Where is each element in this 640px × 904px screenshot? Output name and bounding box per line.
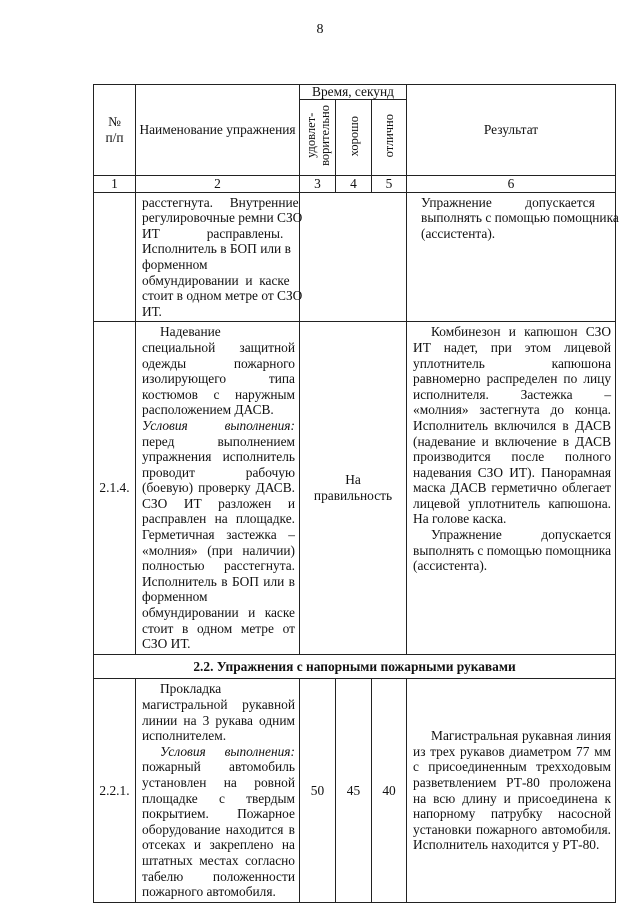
row-221-name xyxy=(136,679,300,902)
section-row xyxy=(94,654,616,679)
cont-name-line: расстегнута. Внутренние xyxy=(142,194,299,210)
row-221-num: 2.2.1. xyxy=(94,679,136,902)
header-result-label: Результат xyxy=(483,122,539,138)
row-214-name xyxy=(136,322,300,654)
row-214-cond-text: перед выполнением упражнения исполнитель проводит рабочую (боевую) проверку ДАСВ. СЗО ИТ разложен и расправлен на площадке. Герметичная застежка – «молния» (при наличии) полностью расстегнута. Исполнитель в БОП или в форменном обмундировании и каске стоит в одном метре от СЗО ИТ. xyxy=(142,433,295,652)
cont-name-line: стоит в одном метре от СЗО xyxy=(142,288,303,304)
row-221-satisfactory: 50 xyxy=(300,679,336,902)
col-number-3: 3 xyxy=(300,176,336,193)
table-row-2-2-1 xyxy=(94,679,616,902)
cont-result-line: Упражнение допускается xyxy=(421,194,595,210)
row-214-cond-label: Условия выполнения: xyxy=(142,417,295,433)
header-name-label: Наименование упражнения xyxy=(139,122,296,138)
header-result xyxy=(407,85,616,176)
col-number-1: 1 xyxy=(94,176,136,193)
cont-name-line: регулировочные ремни СЗО xyxy=(142,210,303,226)
cont-name-line: обмундировании и каске xyxy=(142,272,290,288)
row-214-name-conditions xyxy=(142,418,295,652)
section-title: 2.2. Упражнения с напорными пожарными рукавами xyxy=(94,654,616,679)
cont-result-line: (ассистента). xyxy=(421,225,496,241)
row-221-name-text: Прокладка магистральной рукавной линии на 3 рукава одним исполнителем. xyxy=(142,681,295,744)
header-name xyxy=(136,85,300,176)
header-time xyxy=(300,85,407,100)
col-number-6: 6 xyxy=(407,176,616,193)
cont-name-line: форменном xyxy=(142,256,208,272)
exercise-table xyxy=(93,84,619,903)
table-row-2-1-4 xyxy=(94,322,616,654)
row-221-cond-text: пожарный автомобиль установлен на ровной площадке с твердым покрытием. Пожарное оборудование находится в отсеках и закреплено на штатных местах согласно табелю положенности пожарного автомобиля. xyxy=(142,759,295,900)
header-num-label: № п/п xyxy=(105,114,124,145)
header-good xyxy=(336,100,372,176)
row-221-good: 45 xyxy=(336,679,372,902)
row-214-time: На правильность xyxy=(300,322,407,654)
row-221-name-conditions xyxy=(142,744,295,900)
row-221-result xyxy=(407,679,616,902)
col-number-2: 2 xyxy=(136,176,300,193)
col-number-4: 4 xyxy=(336,176,372,193)
cont-result-line: выполнять с помощью помощника xyxy=(421,210,619,226)
header-excellent-label: отлично xyxy=(382,114,397,158)
row-214-name-text: Надевание специальной защитной одежды пожарного изолирующего типа костюмов с наружным расположением ДАСВ. xyxy=(142,324,295,418)
cont-name-cell xyxy=(136,192,303,322)
row-214-num: 2.1.4. xyxy=(94,322,136,654)
row-221-excellent: 40 xyxy=(372,679,407,902)
cont-name-line: ИТ. xyxy=(142,303,162,319)
page-number: 8 xyxy=(316,22,324,37)
row-221-result-text: Магистральная рукавная линия из трех рукавов диаметром 77 мм с присоединенным трехходовым разветвлением РТ-80 проложена на всю длину и присоединена к напорному патрубку насосной установки пожарного автомобиля. Исполнитель находится у РТ-80. xyxy=(413,728,612,853)
row-214-result-p2: Упражнение допускается выполнять с помощью помощника (ассистента). xyxy=(413,527,612,574)
cont-result-cell xyxy=(407,192,619,322)
row-214-result-p1: Комбинезон и капюшон СЗО ИТ надет, при этом лицевой уплотнитель капюшона равномерно распределен по лицу исполнителя. Застежка – «молния» застегнута до конца. Исполнитель включился в ДАСВ (надевание и включение в ДАСВ производится после полного надевания СЗО ИТ). Панорамная маска ДАСВ герметично облегает лицевой уплотнитель капюшона. На голове каска. xyxy=(413,324,612,527)
cont-name-line: ИТ расправлены. xyxy=(142,225,284,241)
header-time-label: Время, секунд xyxy=(312,84,394,99)
header-num xyxy=(94,85,136,176)
header-satisfactory-label: удовлет- ворительно xyxy=(303,105,332,167)
row-221-cond-label: Условия выполнения: xyxy=(160,743,295,759)
cont-name-line: Исполнитель в БОП или в xyxy=(142,241,291,257)
cont-time-cell xyxy=(300,192,407,322)
header-excellent xyxy=(372,100,407,176)
cont-num-cell xyxy=(94,192,136,322)
row-214-result xyxy=(407,322,616,654)
table-row-continuation xyxy=(94,192,616,322)
col-number-5: 5 xyxy=(372,176,407,193)
header-row-top xyxy=(94,85,616,100)
column-number-row xyxy=(94,176,616,193)
header-good-label: хорошо xyxy=(346,115,361,156)
header-satisfactory xyxy=(300,100,336,176)
